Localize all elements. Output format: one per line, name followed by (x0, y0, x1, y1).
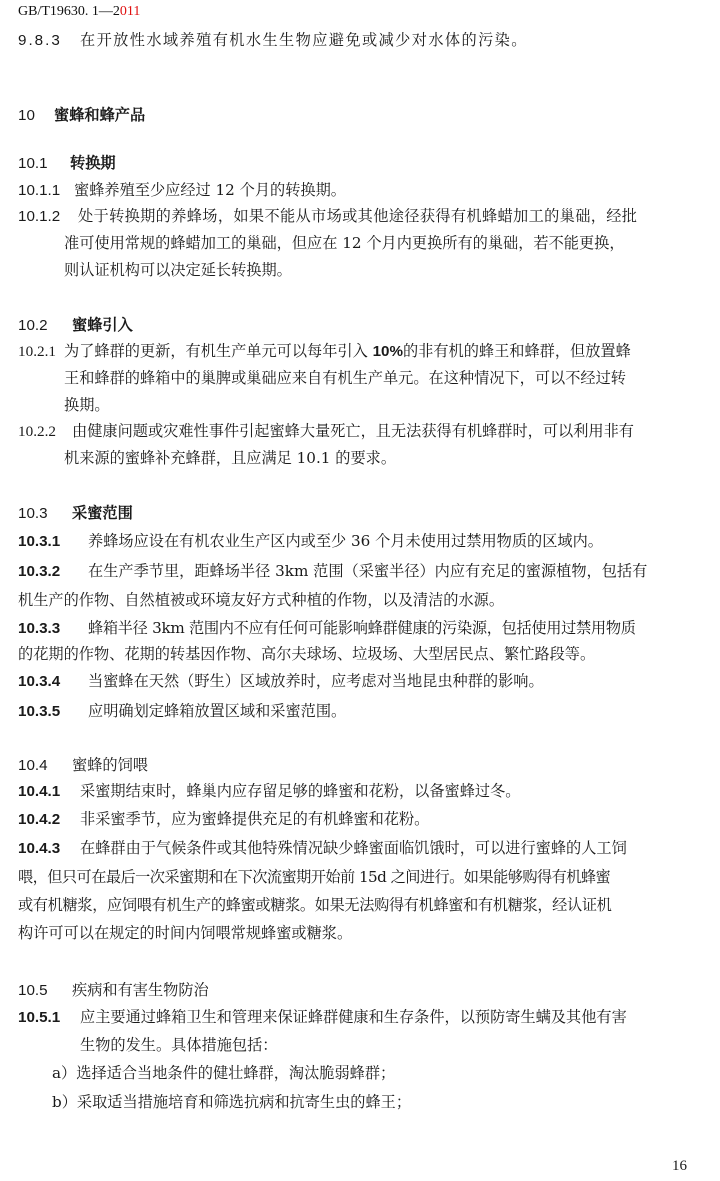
percentage-value: 10% (372, 343, 403, 360)
clause-number: 10.4.2 (18, 811, 61, 828)
page-number: 16 (672, 1158, 687, 1174)
clause-10-2-1-line-3: 换期。 (64, 396, 110, 414)
section-title: 疾病和有害生物防治 (72, 981, 209, 999)
clause-number: 10.3.1 (18, 533, 61, 550)
section-title: 采蜜范围 (72, 504, 133, 522)
clause-10-4-3-line-2: 喂，但只可在最后一次采蜜期和在下次流蜜期开始前 15d 之间进行。如果能够购得有机蜂蜜 (18, 868, 611, 886)
list-item-text: 采取适当措施培育和筛选抗病和抗寄生虫的蜂王； (76, 1093, 412, 1111)
clause-10-3-2-line-2: 机生产的作物、自然植被或环境友好方式种植的作物，以及清洁的水源。 (18, 591, 504, 609)
clause-10-4-1 (18, 781, 520, 802)
section-title: 蜜蜂和蜂产品 (54, 106, 146, 124)
clause-10-2-2-line-2: 机来源的蜜蜂补充蜂群，且应满足 10.1 的要求。 (64, 449, 397, 467)
clause-number: 10.3.3 (18, 620, 61, 637)
clause-text-line-1: 由健康问题或灾难性事件引起蜜蜂大量死亡，且无法获得有机蜂群时，可以利用非有 (72, 422, 634, 440)
section-number: 10.4 (18, 757, 48, 774)
clause-text-line-1: 应主要通过蜂箱卫生和管理来保证蜂群健康和生存条件，以预防寄生螨及其他有害 (80, 1008, 627, 1026)
section-title: 蜜蜂引入 (72, 316, 133, 334)
clause-number: 10.1.2 (18, 208, 61, 225)
section-number: 10.5 (18, 982, 48, 999)
clause-text-line-1: 处于转换期的养蜂场，如果不能从市场或其他途径获得有机蜂蜡加工的巢础，经批 (78, 207, 638, 225)
list-item-text: 选择适合当地条件的健壮蜂群，淘汰脆弱蜂群； (76, 1064, 396, 1082)
clause-text-post: 的非有机的蜂王和蜂群，但放置蜂 (402, 342, 631, 360)
clause-10-4-3 (18, 838, 627, 859)
clause-10-1-2 (18, 206, 718, 227)
clause-10-2-1-line-2: 王和蜂群的蜂箱中的巢脾或巢础应来自有机生产单元。在这种情况下，可以不经过转 (64, 369, 626, 387)
clause-number: 10.4.3 (18, 840, 61, 857)
clause-text: 蜜蜂养殖至少应经过 12 个月的转换期。 (74, 181, 346, 199)
list-item-label: b） (52, 1093, 77, 1111)
clause-10-1-2-line-2: 准可使用常规的蜂蜡加工的巢础，但应在 12 个月内更换所有的巢础，若不能更换， (64, 234, 625, 252)
section-heading-10-2 (18, 315, 133, 336)
clause-10-3-2 (18, 561, 647, 582)
clause-number: 10.3.2 (18, 563, 61, 580)
section-title: 蜜蜂的饲喂 (72, 756, 148, 774)
section-heading-10-1 (18, 153, 116, 174)
clause-10-4-3-line-4: 构许可可以在规定的时间内饲喂常规蜂蜜或糖浆。 (18, 924, 353, 942)
standard-code: GB/T19630. 1—2 (18, 4, 120, 19)
clause-number: 10.2.1 (18, 343, 56, 360)
section-heading-10-4 (18, 755, 148, 776)
section-heading-10 (18, 105, 145, 126)
clause-text: 非采蜜季节，应为蜜蜂提供充足的有机蜂蜜和花粉。 (80, 810, 430, 828)
clause-number: 10.3.5 (18, 703, 61, 720)
clause-10-5-1-line-2: 生物的发生。具体措施包括： (80, 1036, 278, 1054)
clause-number: 10.4.1 (18, 783, 61, 800)
section-number: 10.3 (18, 505, 48, 522)
clause-text-line-1: 蜂箱半径 3km 范围内不应有任何可能影响蜂群健康的污染源，包括使用过禁用物质 (88, 619, 636, 637)
section-number: 10 (18, 107, 35, 124)
clause-text: 在开放性水域养殖有机水生生物应避免或减少对水体的污染。 (80, 31, 528, 49)
clause-number: 9.8.3 (18, 32, 62, 49)
clause-text: 养蜂场应设在有机农业生产区内或至少 36 个月未使用过禁用物质的区域内。 (88, 532, 603, 550)
clause-10-2-2 (18, 421, 634, 442)
list-item (52, 1092, 411, 1112)
standard-header (18, 4, 140, 20)
clause-10-3-3-line-2: 的花期的作物、花期的转基因作物、高尔夫球场、垃圾场、大型居民点、繁忙路段等。 (18, 645, 596, 663)
section-heading-10-3 (18, 503, 133, 524)
clause-10-4-3-line-3: 或有机糖浆，应饲喂有机生产的蜂蜜或糖浆。如果无法购得有机蜂蜜和有机糖浆，经认证机 (18, 896, 612, 914)
clause-number: 10.3.4 (18, 673, 61, 690)
clause-text: 当蜜蜂在天然（野生）区域放养时，应考虑对当地昆虫种群的影响。 (88, 672, 544, 690)
section-title: 转换期 (70, 154, 116, 172)
standard-year-suffix: 011 (119, 4, 141, 19)
clause-number: 10.2.2 (18, 423, 56, 440)
clause-10-1-2-line-3: 则认证机构可以决定延长转换期。 (64, 261, 292, 279)
clause-10-2-1 (18, 341, 631, 362)
list-item (52, 1063, 395, 1083)
clause-10-3-5 (18, 701, 346, 722)
clause-10-4-2 (18, 809, 429, 830)
clause-text: 应明确划定蜂箱放置区域和采蜜范围。 (88, 702, 347, 720)
clause-text-line-1: 在生产季节里，距蜂场半径 3km 范围（采蜜半径）内应有充足的蜜源植物，包括有 (88, 562, 648, 580)
clause-10-5-1 (18, 1007, 627, 1028)
clause-10-3-4 (18, 671, 544, 692)
clause-10-1-1 (18, 180, 346, 201)
section-heading-10-5 (18, 980, 209, 1001)
clause-10-3-3 (18, 618, 636, 639)
clause-10-3-1 (18, 531, 603, 552)
clause-number: 10.1.1 (18, 182, 61, 199)
clause-text: 采蜜期结束时，蜂巢内应存留足够的蜂蜜和花粉，以备蜜蜂过冬。 (80, 782, 521, 800)
clause-text-pre: 为了蜂群的更新，有机生产单元可以每年引入 (64, 342, 373, 360)
clause-number: 10.5.1 (18, 1009, 61, 1026)
clause-9-8-3 (18, 30, 528, 51)
clause-text-line-1: 在蜂群由于气候条件或其他特殊情况缺少蜂蜜面临饥饿时，可以进行蜜蜂的人工饲 (80, 839, 627, 857)
section-number: 10.1 (18, 155, 48, 172)
section-number: 10.2 (18, 317, 48, 334)
list-item-label: a） (52, 1064, 77, 1082)
